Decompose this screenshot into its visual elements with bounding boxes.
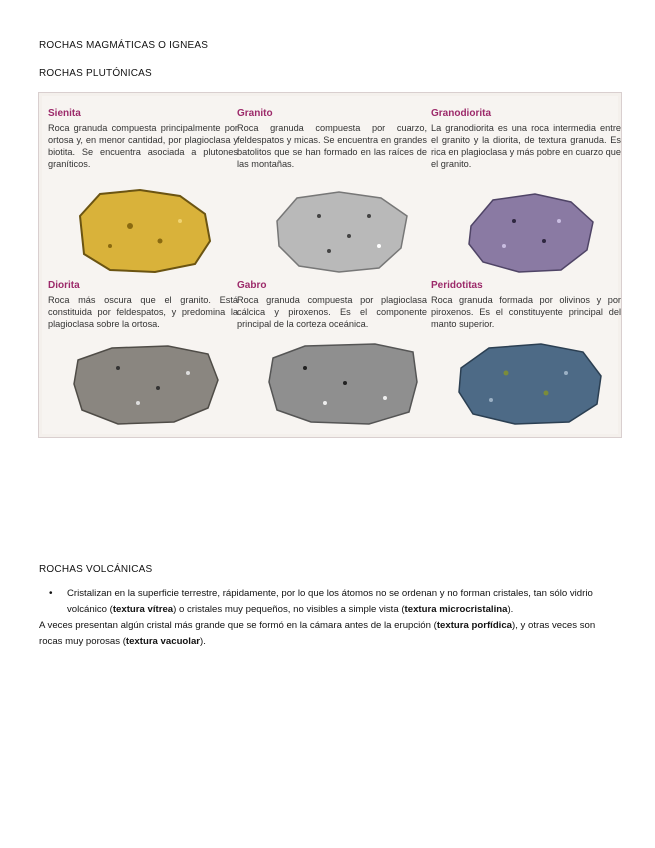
rock-card-sienita	[48, 108, 238, 170]
text-segment: ).	[200, 636, 206, 647]
rock-shape	[80, 190, 210, 272]
rock-description: Roca granuda compuesta por cuarzo, feldespatos y micas. Se encuentra en grandes batolitos que se han formado en las raíces de las montañas.	[237, 123, 427, 169]
rock-description: Roca granuda formada por olivinos y por piroxenos. Es el constituyente principal del manto superior.	[431, 295, 621, 329]
rock-description: Roca granuda compuesta por plagioclasa cálcica y piroxenos. Es el componente principal de la corteza oceánica.	[237, 295, 427, 329]
rock-description: La granodiorita es una roca intermedia entre el granito y la diorita, de textura granuda. Es rica en plagioclasa y más pobre en cuarzo que el granito.	[431, 123, 621, 169]
rock-title: Diorita	[48, 280, 80, 291]
rock-card-diorita	[48, 280, 238, 330]
rock-title: Granito	[237, 108, 273, 119]
rock-description: Roca granuda compuesta principalmente por ortosa y, en menor cantidad, por plagioclasa y biotita. Se encuentra asociada a plutones graníticos.	[48, 123, 238, 169]
rock-shape	[469, 194, 593, 272]
rock-image-diorita	[68, 338, 228, 428]
rock-description: Roca más oscura que el granito. Está constituida por feldespatos, y predomina la plagioclasa sobre la ortosa.	[48, 295, 238, 329]
bullet-icon: •	[49, 588, 53, 599]
plutonic-heading: ROCHAS PLUTÓNICAS	[39, 68, 152, 79]
rock-shape	[269, 344, 417, 424]
rock-shape	[459, 344, 601, 424]
rock-image-peridotitas	[451, 338, 611, 428]
rock-title: Granodiorita	[431, 108, 492, 119]
text-segment: ).	[507, 604, 514, 615]
volcanic-bullet	[39, 586, 619, 618]
plutonic-rocks-figure	[38, 92, 622, 438]
rock-title: Gabro	[237, 280, 267, 291]
volcanic-paragraph	[39, 618, 619, 650]
rock-title: Peridotitas	[431, 280, 483, 291]
texture-microcristalina-term: textura microcristalina	[404, 604, 508, 615]
text-segment: ) o cristales muy pequeños, no visibles a simple vista (	[173, 604, 405, 615]
text-segment: Cristalizan en la superficie terrestre, rápidamente, por lo que los átomos no se ordenan y no forman cristales, tan sólo vidrio volcánico (	[67, 588, 593, 615]
rock-card-gabro	[237, 280, 427, 330]
texture-porfidica-term: textura porfídica	[436, 620, 513, 631]
text-segment: ), y otras veces son rocas muy porosas (	[39, 620, 596, 647]
rock-card-peridotitas	[431, 280, 621, 330]
text-segment: A veces presentan algún cristal más grande que se formó en la cámara antes de la erupción (	[39, 620, 437, 631]
rock-image-granodiorita	[459, 186, 609, 276]
rock-shape	[74, 346, 218, 424]
volcanic-heading: ROCHAS VOLCÁNICAS	[39, 564, 153, 575]
rock-image-granito	[269, 186, 419, 276]
volcanic-description	[39, 586, 619, 650]
rock-card-granito	[237, 108, 427, 170]
texture-vitrea-term: textura vítrea	[112, 604, 174, 615]
rock-image-sienita	[70, 186, 220, 276]
main-heading: ROCHAS MAGMÁTICAS O IGNEAS	[39, 40, 209, 51]
texture-vacuolar-term: textura vacuolar	[125, 636, 201, 647]
rock-card-granodiorita	[431, 108, 621, 170]
rock-image-gabro	[265, 338, 425, 428]
rock-title: Sienita	[48, 108, 81, 119]
rock-shape	[277, 192, 407, 272]
